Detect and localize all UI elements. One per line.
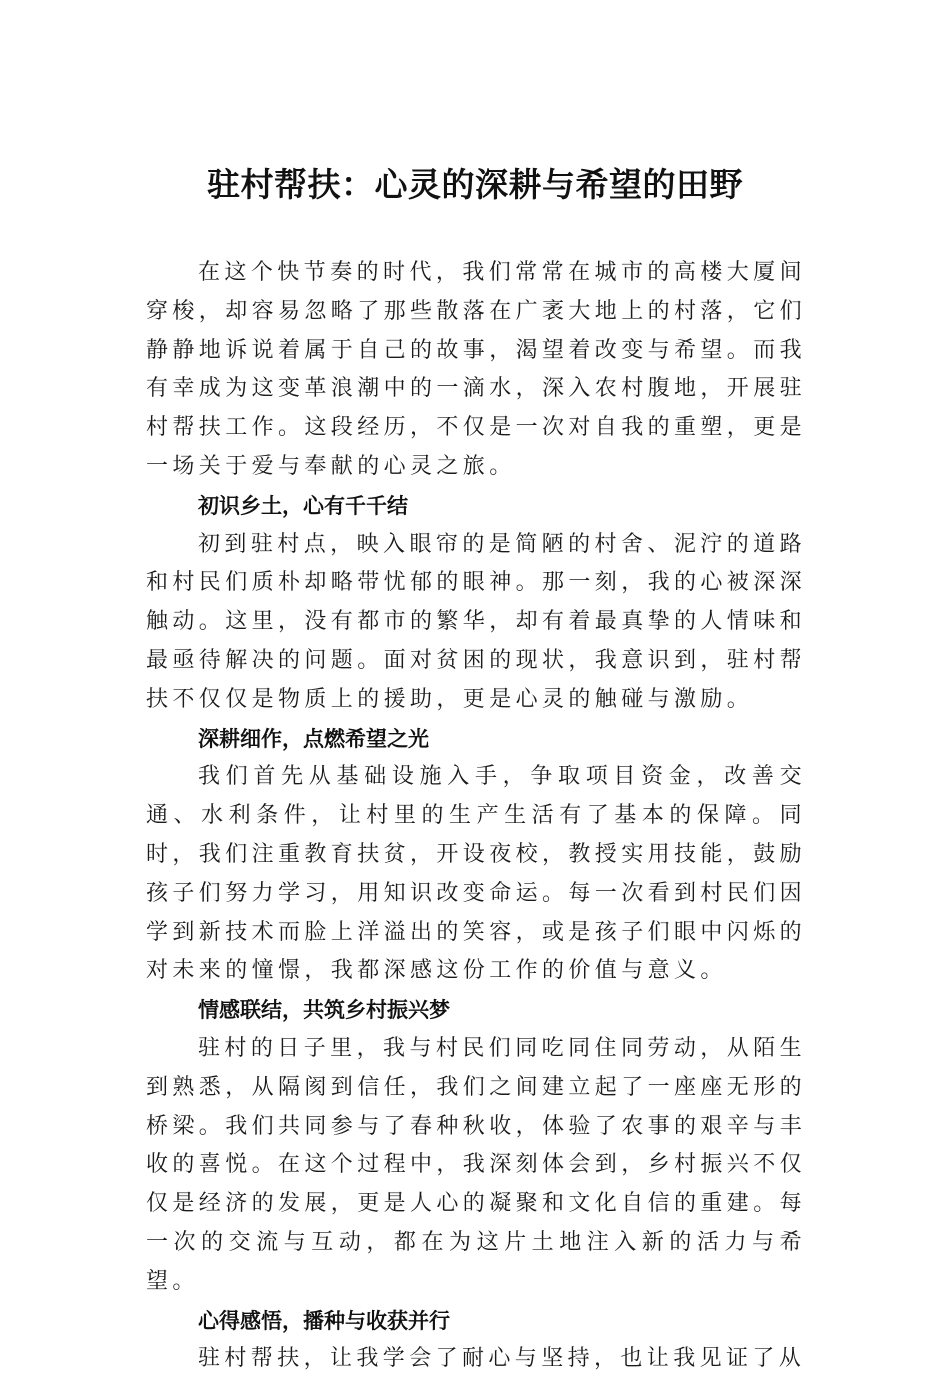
section-heading-2: 深耕细作，点燃希望之光 xyxy=(198,726,429,751)
section-heading-1: 初识乡土，心有千千结 xyxy=(198,493,408,518)
section-heading-3: 情感联结，共筑乡村振兴梦 xyxy=(198,998,450,1023)
document-title: 驻村帮扶：心灵的深耕与希望的田野 xyxy=(207,165,743,204)
section-paragraph-3: 驻村的日子里，我与村民们同吃同住同劳动，从陌生到熟悉，从隔阂到信任，我们之间建立起了一座座无形的桥梁。我们共同参与了春种秋收，体验了农事的艰辛与丰收的喜悦。在这个过程中，我深刻体会到，乡村振兴不仅仅是经济的发展，更是人心的凝聚和文化自信的重建。每一次的交流与互动，都在为这片土地注入新的活力与希望。 xyxy=(146,1035,807,1294)
intro-paragraph: 在这个快节奏的时代，我们常常在城市的高楼大厦间穿梭，却容易忽略了那些散落在广袤大地上的村落，它们静静地诉说着属于自己的故事，渴望着改变与希望。而我有幸成为这变革浪潮中的一滴水，深入农村腹地，开展驻村帮扶工作。这段经历，不仅是一次对自我的重塑，更是一场关于爱与奉献的心灵之旅。 xyxy=(146,260,807,479)
document-body xyxy=(146,254,806,1379)
section-heading-4: 心得感悟，播种与收获并行 xyxy=(198,1308,450,1333)
section-paragraph-1: 初到驻村点，映入眼帘的是简陋的村舍、泥泞的道路和村民们质朴却略带忧郁的眼神。那一刻，我的心被深深触动。这里，没有都市的繁华，却有着最真挚的人情味和最亟待解决的问题。面对贫困的现状，我意识到，驻村帮扶不仅仅是物质上的援助，更是心灵的触碰与激励。 xyxy=(146,531,807,712)
section-paragraph-4: 驻村帮扶，让我学会了耐心与坚持，也让我见证了从 xyxy=(198,1346,806,1372)
section-paragraph-2: 我们首先从基础设施入手，争取项目资金，改善交通、水利条件，让村里的生产生活有了基本的保障。同时，我们注重教育扶贫，开设夜校，教授实用技能，鼓励孩子们努力学习，用知识改变命运。每一次看到村民们因学到新技术而脸上洋溢出的笑容，或是孩子们眼中闪烁的对未来的憧憬，我都深感这份工作的价值与意义。 xyxy=(146,764,807,984)
document-page xyxy=(146,0,807,1372)
